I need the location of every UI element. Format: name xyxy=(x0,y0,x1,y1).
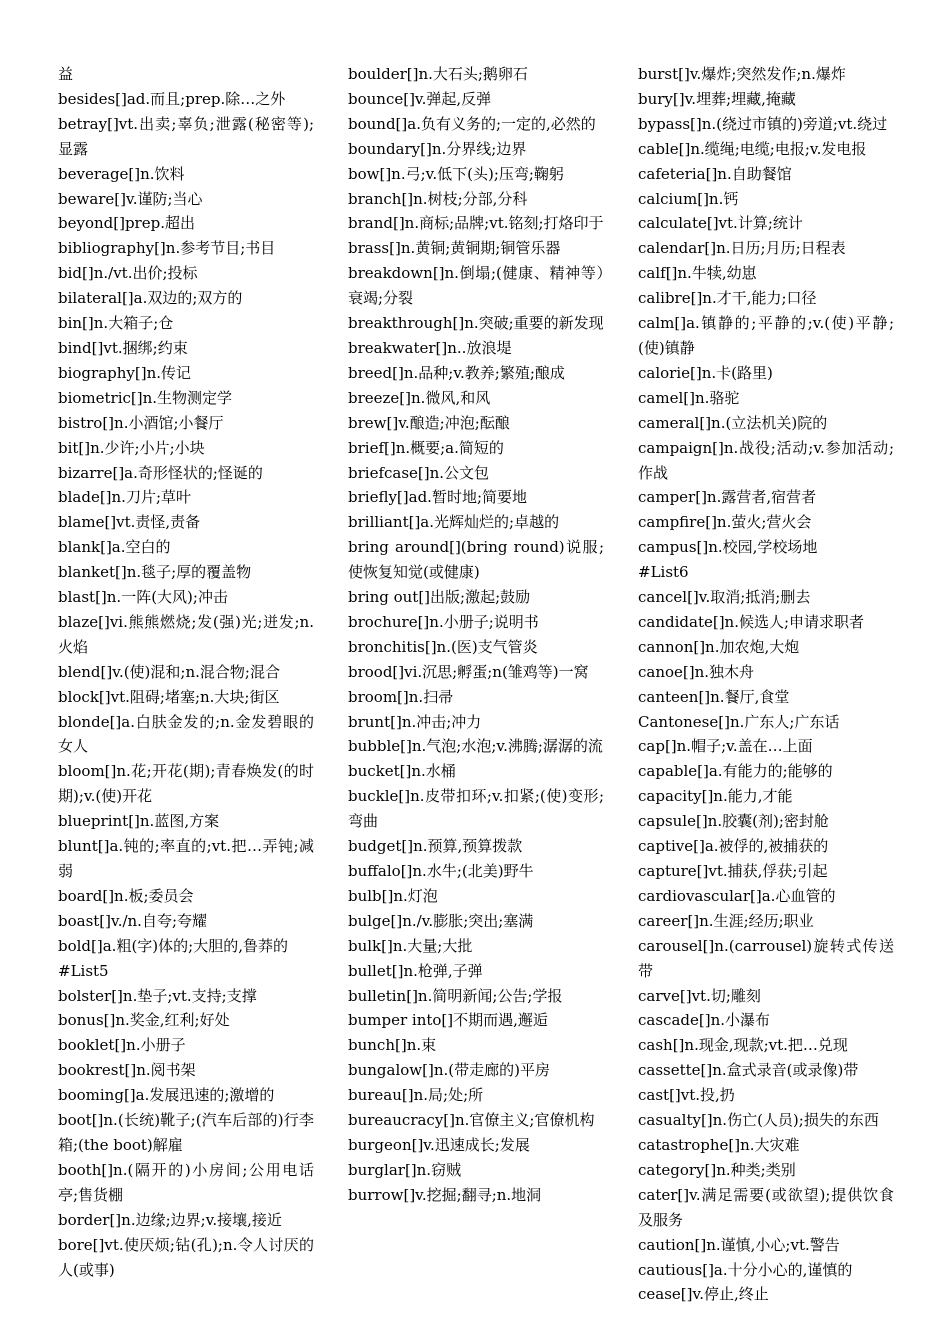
vocabulary-entry: brochure[]n.小册子;说明书 xyxy=(348,612,539,631)
vocabulary-entry: bounce[]v.弹起,反弹 xyxy=(348,89,492,108)
vocabulary-column-1 xyxy=(58,62,314,1282)
vocabulary-entry: board[]n.板;委员会 xyxy=(58,886,194,905)
vocabulary-entry: bureau[]n.局;处;所 xyxy=(348,1086,484,1105)
vocabulary-entry: bulge[]n./v.膨胀;突出;塞满 xyxy=(348,911,534,930)
vocabulary-entry: bonus[]n.奖金,红利;好处 xyxy=(58,1011,230,1030)
vocabulary-entry: catastrophe[]n.大灾难 xyxy=(638,1135,800,1154)
vocabulary-entry: bumper into[]不期而遇,邂逅 xyxy=(348,1011,548,1030)
vocabulary-entry: bring out[]出版;激起;鼓励 xyxy=(348,588,531,607)
vocabulary-entry: buffalo[]n.水牛;(北美)野牛 xyxy=(348,862,534,880)
vocabulary-entry: breakdown[]n.倒塌;(健康、精神等）衰竭;分裂 xyxy=(348,264,604,308)
vocabulary-entry: cancel[]v.取消;抵消;删去 xyxy=(638,588,811,607)
vocabulary-entry: betray[]vt.出卖;辜负;泄露(秘密等);显露 xyxy=(58,114,314,158)
vocabulary-entry: boundary[]n.分界线;边界 xyxy=(348,139,527,158)
vocabulary-entry: bulletin[]n.简明新闻;公告;学报 xyxy=(348,986,563,1005)
vocabulary-entry: bilateral[]a.双边的;双方的 xyxy=(58,289,243,308)
vocabulary-entry: capable[]a.有能力的;能够的 xyxy=(638,762,833,781)
vocabulary-entry: cannon[]n.加农炮,大炮 xyxy=(638,637,800,656)
vocabulary-entry: blanket[]n.毯子;厚的覆盖物 xyxy=(58,563,252,582)
vocabulary-entry: cassette[]n.盒式录音(或录像)带 xyxy=(638,1061,859,1080)
vocabulary-entry: branch[]n.树枝;分部,分科 xyxy=(348,189,528,208)
vocabulary-entry: brilliant[]a.光辉灿烂的;卓越的 xyxy=(348,513,560,532)
vocabulary-entry: blade[]n.刀片;草叶 xyxy=(58,488,192,507)
vocabulary-entry: broom[]n.扫帚 xyxy=(348,687,454,706)
vocabulary-entry: campfire[]n.萤火;营火会 xyxy=(638,513,812,532)
vocabulary-entry: bore[]vt.使厌烦;钻(孔);n.令人讨厌的人(或事) xyxy=(58,1235,314,1279)
vocabulary-entry: blunt[]a.钝的;率直的;vt.把…弄钝;减弱 xyxy=(58,837,314,880)
vocabulary-entry: calorie[]n.卡(路里) xyxy=(638,363,773,382)
vocabulary-entry: biometric[]n.生物测定学 xyxy=(58,388,233,407)
vocabulary-entry: booming[]a.发展迅速的;激增的 xyxy=(58,1086,275,1105)
vocabulary-entry: bid[]n./vt.出价;投标 xyxy=(58,264,198,283)
vocabulary-entry: capsule[]n.胶囊(剂);密封舱 xyxy=(638,812,829,831)
vocabulary-entry: blonde[]a.白肤金发的;n.金发碧眼的女人 xyxy=(58,712,314,756)
vocabulary-entry: blueprint[]n.蓝图,方案 xyxy=(58,812,220,831)
vocabulary-entry: bypass[]n.(绕过市镇的)旁道;vt.绕过 xyxy=(638,114,888,133)
vocabulary-entry: cameral[]n.(立法机关)院的 xyxy=(638,413,828,432)
vocabulary-entry: bookrest[]n.阅书架 xyxy=(58,1061,196,1080)
vocabulary-entry: biography[]n.传记 xyxy=(58,363,192,382)
vocabulary-entry: bizarre[]a.奇形怪状的;怪诞的 xyxy=(58,463,263,482)
vocabulary-entry: category[]n.种类;类别 xyxy=(638,1160,796,1179)
vocabulary-entry: brunt[]n.冲击;冲力 xyxy=(348,712,482,731)
vocabulary-entry: capture[]vt.捕获,俘获;引起 xyxy=(638,862,828,880)
vocabulary-entry: brass[]n.黄铜;黄铜期;铜管乐器 xyxy=(348,239,561,258)
vocabulary-entry: bit[]n.少许;小片;小块 xyxy=(58,438,205,457)
vocabulary-entry: booth[]n.(隔开的)小房间;公用电话亭;售货棚 xyxy=(58,1160,314,1204)
vocabulary-entry: 益 xyxy=(58,65,74,83)
vocabulary-entry: bound[]a.负有义务的;一定的,必然的 xyxy=(348,114,596,133)
vocabulary-entry: boot[]n.(长统)靴子;(汽车后部的)行李箱;(the boot)解雇 xyxy=(58,1111,314,1154)
vocabulary-entry: bring around[](bring round)说服;使恢复知觉(或健康) xyxy=(348,538,604,582)
vocabulary-entry: bistro[]n.小酒馆;小餐厅 xyxy=(58,413,224,432)
vocabulary-entry: blend[]v.(使)混和;n.混合物;混合 xyxy=(58,662,280,681)
vocabulary-entry: blame[]vt.责怪,责备 xyxy=(58,513,201,532)
vocabulary-entry: blast[]n.一阵(大风);冲击 xyxy=(58,588,228,607)
vocabulary-column-2 xyxy=(348,62,604,1208)
vocabulary-entry: blank[]a.空白的 xyxy=(58,538,171,557)
vocabulary-entry: cap[]n.帽子;v.盖在…上面 xyxy=(638,737,813,756)
vocabulary-entry: cascade[]n.小瀑布 xyxy=(638,1011,770,1030)
vocabulary-entry: brew[]v.酿造;冲泡;酝酿 xyxy=(348,413,510,432)
vocabulary-entry: burglar[]n.窃贼 xyxy=(348,1160,462,1179)
vocabulary-entry: bullet[]n.枪弹,子弹 xyxy=(348,961,483,980)
vocabulary-entry: calm[]a.镇静的;平静的;v.(使)平静;(使)镇静 xyxy=(638,314,894,357)
vocabulary-entry: cautious[]a.十分小心的,谨慎的 xyxy=(638,1260,853,1279)
vocabulary-entry: bucket[]n.水桶 xyxy=(348,762,456,781)
vocabulary-entry: blaze[]vi.熊熊燃烧;发(强)光;迸发;n.火焰 xyxy=(58,612,314,656)
vocabulary-entry: bury[]v.埋葬;埋藏,掩藏 xyxy=(638,89,796,108)
vocabulary-entry: bulk[]n.大量;大批 xyxy=(348,936,473,955)
vocabulary-entry: capacity[]n.能力,才能 xyxy=(638,787,793,806)
vocabulary-entry: bureaucracy[]n.官僚主义;官僚机构 xyxy=(348,1111,595,1130)
vocabulary-entry: cater[]v.满足需要(或欲望);提供饮食及服务 xyxy=(638,1185,894,1229)
vocabulary-entry: border[]n.边缘;边界;v.接壤,接近 xyxy=(58,1210,282,1229)
vocabulary-entry: briefcase[]n.公文包 xyxy=(348,463,490,482)
vocabulary-entry: block[]vt.阻碍;堵塞;n.大块;街区 xyxy=(58,687,280,706)
vocabulary-entry: bubble[]n.气泡;水泡;v.沸腾;潺潺的流 xyxy=(348,737,603,756)
vocabulary-entry: booklet[]n.小册子 xyxy=(58,1036,186,1055)
vocabulary-entry: calendar[]n.日历;月历;日程表 xyxy=(638,239,846,258)
list-heading: #List6 xyxy=(638,563,689,582)
vocabulary-entry: brief[]n.概要;a.简短的 xyxy=(348,438,504,457)
vocabulary-entry: canteen[]n.餐厅,食堂 xyxy=(638,687,790,706)
vocabulary-entry: beverage[]n.饮料 xyxy=(58,164,185,183)
vocabulary-entry: breed[]n.品种;v.教养;繁殖;酿成 xyxy=(348,363,565,382)
vocabulary-entry: carousel[]n.(carrousel)旋转式传送带 xyxy=(638,936,894,980)
vocabulary-entry: calibre[]n.才干,能力;口径 xyxy=(638,289,817,308)
vocabulary-entry: burrow[]v.挖掘;翻寻;n.地洞 xyxy=(348,1185,542,1204)
vocabulary-entry: carve[]vt.切;雕刻 xyxy=(638,986,761,1005)
vocabulary-entry: Cantonese[]n.广东人;广东话 xyxy=(638,712,840,731)
vocabulary-entry: calculate[]vt.计算;统计 xyxy=(638,214,803,233)
vocabulary-entry: career[]n.生涯;经历;职业 xyxy=(638,911,814,930)
vocabulary-entry: bibliography[]n.参考节目;书目 xyxy=(58,239,276,258)
vocabulary-entry: bind[]vt.捆绑;约束 xyxy=(58,338,188,357)
list-heading: #List5 xyxy=(58,961,109,980)
vocabulary-entry: cardiovascular[]a.心血管的 xyxy=(638,886,836,905)
vocabulary-entry: boulder[]n.大石头;鹅卵石 xyxy=(348,65,528,83)
vocabulary-entry: candidate[]n.候选人;申请求职者 xyxy=(638,612,865,631)
vocabulary-entry: briefly[]ad.暂时地;简要地 xyxy=(348,488,527,507)
vocabulary-entry: bin[]n.大箱子;仓 xyxy=(58,314,174,333)
vocabulary-entry: canoe[]n.独木舟 xyxy=(638,662,755,681)
vocabulary-entry: bold[]a.粗(字)体的;大胆的,鲁莽的 xyxy=(58,936,288,955)
vocabulary-entry: bulb[]n.灯泡 xyxy=(348,886,438,905)
vocabulary-entry: caution[]n.谨慎,小心;vt.警告 xyxy=(638,1235,840,1254)
vocabulary-entry: bronchitis[]n.(医)支气管炎 xyxy=(348,637,538,656)
vocabulary-entry: brood[]vi.沉思;孵蛋;n(雏鸡等)一窝 xyxy=(348,662,589,681)
vocabulary-entry: burst[]v.爆炸;突然发作;n.爆炸 xyxy=(638,65,846,83)
vocabulary-entry: besides[]ad.而且;prep.除…之外 xyxy=(58,89,286,108)
vocabulary-entry: camel[]n.骆驼 xyxy=(638,388,740,407)
vocabulary-entry: camper[]n.露营者,宿营者 xyxy=(638,488,817,507)
vocabulary-entry: breeze[]n.微风,和风 xyxy=(348,388,491,407)
vocabulary-entry: buckle[]n.皮带扣环;v.扣紧;(使)变形;弯曲 xyxy=(348,787,604,831)
vocabulary-entry: bolster[]n.垫子;vt.支持;支撑 xyxy=(58,986,257,1005)
vocabulary-entry: cease[]v.停止,终止 xyxy=(638,1285,769,1304)
vocabulary-entry: campus[]n.校园,学校场地 xyxy=(638,538,818,557)
vocabulary-entry: campaign[]n.战役;活动;v.参加活动;作战 xyxy=(638,438,894,482)
vocabulary-entry: boast[]v./n.自夸;夸耀 xyxy=(58,911,208,930)
vocabulary-entry: bow[]n.弓;v.低下(头);压弯;鞠躬 xyxy=(348,164,564,183)
vocabulary-entry: beware[]v.谨防;当心 xyxy=(58,189,203,208)
vocabulary-entry: bloom[]n.花;开花(期);青春焕发(的时期);v.(使)开花 xyxy=(58,762,314,806)
vocabulary-entry: cafeteria[]n.自助餐馆 xyxy=(638,164,792,183)
vocabulary-entry: calcium[]n.钙 xyxy=(638,189,739,208)
vocabulary-entry: calf[]n.牛犊,幼崽 xyxy=(638,264,757,283)
vocabulary-entry: cast[]vt.投,扔 xyxy=(638,1086,735,1105)
vocabulary-entry: captive[]a.被俘的,被捕获的 xyxy=(638,837,829,856)
vocabulary-entry: bungalow[]n.(带走廊的)平房 xyxy=(348,1061,550,1080)
vocabulary-entry: breakthrough[]n.突破;重要的新发现 xyxy=(348,314,604,333)
vocabulary-column-3 xyxy=(638,62,894,1307)
vocabulary-entry: beyond[]prep.超出 xyxy=(58,214,195,233)
vocabulary-entry: brand[]n.商标;品牌;vt.铭刻;打烙印于 xyxy=(348,214,604,233)
vocabulary-entry: casualty[]n.伤亡(人员);损失的东西 xyxy=(638,1111,879,1130)
vocabulary-entry: breakwater[]n..放浪堤 xyxy=(348,338,512,357)
vocabulary-entry: bunch[]n.束 xyxy=(348,1036,437,1055)
vocabulary-entry: burgeon[]v.迅速成长;发展 xyxy=(348,1135,530,1154)
vocabulary-entry: cable[]n.缆绳;电缆;电报;v.发电报 xyxy=(638,139,867,158)
vocabulary-entry: cash[]n.现金,现款;vt.把…兑现 xyxy=(638,1036,848,1055)
vocabulary-entry: budget[]n.预算,预算拨款 xyxy=(348,837,523,856)
